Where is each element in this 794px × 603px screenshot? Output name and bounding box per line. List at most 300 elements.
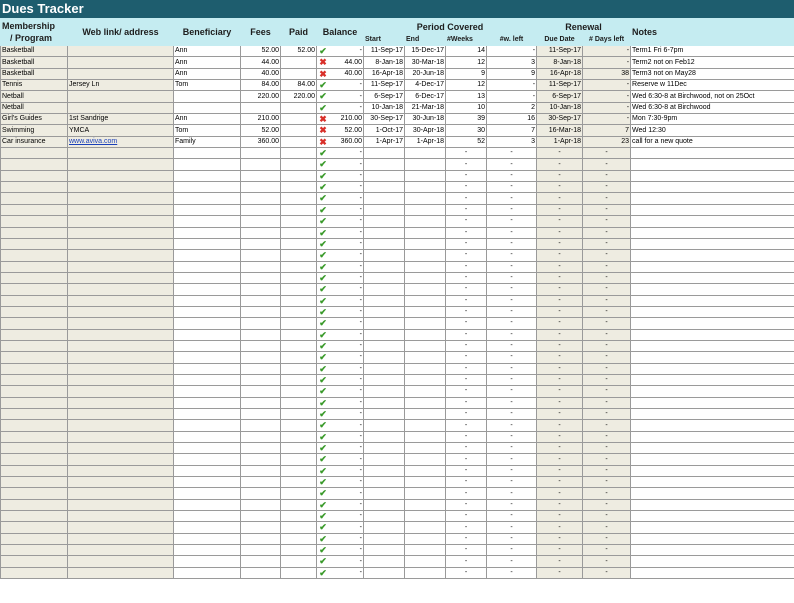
cell-fees[interactable] bbox=[241, 454, 281, 465]
cell-program[interactable] bbox=[1, 216, 68, 227]
cell-due-date[interactable]: - bbox=[537, 159, 583, 170]
cell-weeks-left[interactable]: - bbox=[487, 374, 537, 385]
cell-due-date[interactable]: - bbox=[537, 170, 583, 181]
cell-balance[interactable] bbox=[317, 136, 364, 147]
cell-notes[interactable] bbox=[631, 431, 794, 442]
cell-beneficiary[interactable] bbox=[174, 556, 241, 567]
cell-due-date[interactable]: 8-Jan-18 bbox=[537, 57, 583, 68]
cell-end[interactable] bbox=[405, 511, 446, 522]
cell-weeks-left[interactable]: - bbox=[487, 306, 537, 317]
cell-end[interactable] bbox=[405, 567, 446, 578]
cell-start[interactable] bbox=[364, 227, 405, 238]
cell-weeks[interactable]: - bbox=[446, 477, 487, 488]
cell-web[interactable] bbox=[68, 488, 174, 499]
cell-start[interactable] bbox=[364, 454, 405, 465]
cell-weeks[interactable]: - bbox=[446, 431, 487, 442]
cell-web[interactable] bbox=[68, 216, 174, 227]
cell-balance[interactable] bbox=[317, 170, 364, 181]
cell-weeks[interactable]: 39 bbox=[446, 114, 487, 125]
cell-beneficiary[interactable] bbox=[174, 318, 241, 329]
cell-program[interactable] bbox=[1, 295, 68, 306]
cell-balance[interactable] bbox=[317, 159, 364, 170]
cell-beneficiary[interactable] bbox=[174, 545, 241, 556]
cell-web[interactable] bbox=[68, 182, 174, 193]
cell-end[interactable] bbox=[405, 431, 446, 442]
cell-weeks-left[interactable]: - bbox=[487, 227, 537, 238]
cell-web[interactable] bbox=[68, 363, 174, 374]
cell-program[interactable] bbox=[1, 533, 68, 544]
cell-beneficiary[interactable]: Family bbox=[174, 136, 241, 147]
cell-start[interactable]: 6-Sep-17 bbox=[364, 91, 405, 102]
cell-notes[interactable] bbox=[631, 556, 794, 567]
cell-balance[interactable] bbox=[317, 363, 364, 374]
cell-fees[interactable] bbox=[241, 250, 281, 261]
cell-web[interactable] bbox=[68, 193, 174, 204]
cell-weeks[interactable]: - bbox=[446, 420, 487, 431]
cell-start[interactable] bbox=[364, 431, 405, 442]
cell-days-left[interactable]: 23 bbox=[583, 136, 631, 147]
cell-notes[interactable]: Wed 6:30-8 at Birchwood, not on 25Oct bbox=[631, 91, 794, 102]
cell-weeks[interactable]: 12 bbox=[446, 57, 487, 68]
cell-weeks[interactable]: - bbox=[446, 488, 487, 499]
cell-fees[interactable] bbox=[241, 148, 281, 159]
cell-balance[interactable] bbox=[317, 488, 364, 499]
cell-end[interactable] bbox=[405, 352, 446, 363]
cell-end[interactable] bbox=[405, 170, 446, 181]
cell-weeks-left[interactable]: - bbox=[487, 295, 537, 306]
cell-weeks[interactable]: - bbox=[446, 261, 487, 272]
cell-days-left[interactable]: - bbox=[583, 409, 631, 420]
cell-fees[interactable] bbox=[241, 533, 281, 544]
cell-web[interactable]: YMCA bbox=[68, 125, 174, 136]
cell-weeks-left[interactable]: - bbox=[487, 238, 537, 249]
cell-days-left[interactable]: - bbox=[583, 102, 631, 113]
cell-beneficiary[interactable] bbox=[174, 409, 241, 420]
cell-paid[interactable]: 84.00 bbox=[281, 80, 317, 91]
cell-end[interactable] bbox=[405, 465, 446, 476]
cell-program[interactable] bbox=[1, 340, 68, 351]
cell-end[interactable] bbox=[405, 533, 446, 544]
cell-web[interactable] bbox=[68, 46, 174, 57]
cell-weeks[interactable]: - bbox=[446, 386, 487, 397]
cell-beneficiary[interactable] bbox=[174, 567, 241, 578]
cell-weeks-left[interactable]: - bbox=[487, 420, 537, 431]
cell-weeks[interactable]: 52 bbox=[446, 136, 487, 147]
cell-start[interactable] bbox=[364, 352, 405, 363]
cell-paid[interactable] bbox=[281, 102, 317, 113]
cell-weeks[interactable]: - bbox=[446, 465, 487, 476]
cell-beneficiary[interactable] bbox=[174, 363, 241, 374]
cell-paid[interactable] bbox=[281, 284, 317, 295]
cell-notes[interactable] bbox=[631, 420, 794, 431]
cell-start[interactable]: 30-Sep-17 bbox=[364, 114, 405, 125]
cell-web[interactable]: Jersey Ln bbox=[68, 80, 174, 91]
cell-start[interactable] bbox=[364, 443, 405, 454]
cell-web[interactable] bbox=[68, 352, 174, 363]
cell-weeks-left[interactable]: - bbox=[487, 409, 537, 420]
cell-beneficiary[interactable] bbox=[174, 465, 241, 476]
cell-end[interactable]: 30-Jun-18 bbox=[405, 114, 446, 125]
cell-beneficiary[interactable] bbox=[174, 250, 241, 261]
cell-due-date[interactable]: - bbox=[537, 386, 583, 397]
cell-end[interactable]: 4-Dec-17 bbox=[405, 80, 446, 91]
cell-due-date[interactable]: 1-Apr-18 bbox=[537, 136, 583, 147]
cell-start[interactable] bbox=[364, 204, 405, 215]
cell-notes[interactable] bbox=[631, 522, 794, 533]
cell-balance[interactable] bbox=[317, 91, 364, 102]
cell-due-date[interactable]: - bbox=[537, 352, 583, 363]
cell-weeks-left[interactable]: - bbox=[487, 363, 537, 374]
cell-fees[interactable] bbox=[241, 567, 281, 578]
cell-program[interactable] bbox=[1, 250, 68, 261]
cell-days-left[interactable]: - bbox=[583, 216, 631, 227]
cell-notes[interactable] bbox=[631, 545, 794, 556]
cell-weeks[interactable]: - bbox=[446, 170, 487, 181]
cell-weeks[interactable]: 10 bbox=[446, 102, 487, 113]
cell-program[interactable] bbox=[1, 499, 68, 510]
cell-due-date[interactable]: - bbox=[537, 306, 583, 317]
cell-end[interactable] bbox=[405, 204, 446, 215]
cell-web[interactable] bbox=[68, 272, 174, 283]
cell-days-left[interactable]: - bbox=[583, 284, 631, 295]
cell-days-left[interactable]: - bbox=[583, 182, 631, 193]
cell-weeks[interactable]: - bbox=[446, 318, 487, 329]
cell-weeks-left[interactable]: - bbox=[487, 159, 537, 170]
cell-end[interactable]: 20-Jun-18 bbox=[405, 68, 446, 79]
cell-weeks[interactable]: - bbox=[446, 340, 487, 351]
cell-paid[interactable] bbox=[281, 57, 317, 68]
cell-due-date[interactable]: - bbox=[537, 443, 583, 454]
cell-balance[interactable] bbox=[317, 386, 364, 397]
cell-days-left[interactable]: - bbox=[583, 306, 631, 317]
cell-paid[interactable] bbox=[281, 374, 317, 385]
cell-fees[interactable] bbox=[241, 329, 281, 340]
cell-paid[interactable] bbox=[281, 159, 317, 170]
cell-weeks[interactable]: - bbox=[446, 204, 487, 215]
cell-program[interactable] bbox=[1, 454, 68, 465]
cell-beneficiary[interactable] bbox=[174, 488, 241, 499]
cell-paid[interactable] bbox=[281, 193, 317, 204]
cell-due-date[interactable]: 11-Sep-17 bbox=[537, 80, 583, 91]
cell-end[interactable] bbox=[405, 284, 446, 295]
cell-weeks-left[interactable]: - bbox=[487, 148, 537, 159]
cell-web[interactable] bbox=[68, 386, 174, 397]
cell-weeks-left[interactable]: - bbox=[487, 522, 537, 533]
cell-balance[interactable] bbox=[317, 284, 364, 295]
cell-weeks-left[interactable]: - bbox=[487, 340, 537, 351]
cell-end[interactable] bbox=[405, 374, 446, 385]
cell-days-left[interactable]: - bbox=[583, 329, 631, 340]
cell-notes[interactable] bbox=[631, 340, 794, 351]
cell-fees[interactable] bbox=[241, 318, 281, 329]
cell-due-date[interactable]: - bbox=[537, 567, 583, 578]
cell-due-date[interactable]: 30-Sep-17 bbox=[537, 114, 583, 125]
cell-notes[interactable] bbox=[631, 216, 794, 227]
cell-program[interactable]: Swimming bbox=[1, 125, 68, 136]
cell-end[interactable] bbox=[405, 261, 446, 272]
cell-weeks[interactable]: - bbox=[446, 352, 487, 363]
cell-due-date[interactable]: 6-Sep-17 bbox=[537, 91, 583, 102]
cell-balance[interactable] bbox=[317, 499, 364, 510]
cell-weeks[interactable]: - bbox=[446, 148, 487, 159]
cell-program[interactable] bbox=[1, 363, 68, 374]
cell-days-left[interactable]: - bbox=[583, 261, 631, 272]
cell-end[interactable] bbox=[405, 477, 446, 488]
cell-paid[interactable] bbox=[281, 511, 317, 522]
cell-end[interactable]: 6-Dec-17 bbox=[405, 91, 446, 102]
cell-web[interactable] bbox=[68, 477, 174, 488]
cell-balance[interactable] bbox=[317, 522, 364, 533]
cell-end[interactable] bbox=[405, 250, 446, 261]
cell-start[interactable] bbox=[364, 272, 405, 283]
cell-beneficiary[interactable] bbox=[174, 420, 241, 431]
cell-due-date[interactable]: - bbox=[537, 522, 583, 533]
cell-fees[interactable]: 220.00 bbox=[241, 91, 281, 102]
cell-web[interactable] bbox=[68, 522, 174, 533]
cell-weeks-left[interactable]: - bbox=[487, 454, 537, 465]
cell-web[interactable] bbox=[68, 238, 174, 249]
cell-paid[interactable] bbox=[281, 250, 317, 261]
cell-notes[interactable]: Reserve w 11Dec bbox=[631, 80, 794, 91]
cell-web[interactable] bbox=[68, 340, 174, 351]
cell-paid[interactable] bbox=[281, 522, 317, 533]
cell-beneficiary[interactable] bbox=[174, 91, 241, 102]
cell-balance[interactable] bbox=[317, 477, 364, 488]
cell-paid[interactable] bbox=[281, 340, 317, 351]
cell-paid[interactable] bbox=[281, 545, 317, 556]
cell-start[interactable] bbox=[364, 193, 405, 204]
cell-web[interactable] bbox=[68, 148, 174, 159]
cell-beneficiary[interactable] bbox=[174, 329, 241, 340]
cell-end[interactable] bbox=[405, 272, 446, 283]
cell-fees[interactable] bbox=[241, 261, 281, 272]
cell-program[interactable] bbox=[1, 374, 68, 385]
cell-fees[interactable]: 52.00 bbox=[241, 46, 281, 57]
cell-due-date[interactable]: - bbox=[537, 374, 583, 385]
cell-notes[interactable] bbox=[631, 295, 794, 306]
cell-balance[interactable] bbox=[317, 125, 364, 136]
cell-end[interactable] bbox=[405, 443, 446, 454]
cell-paid[interactable] bbox=[281, 68, 317, 79]
cell-paid[interactable] bbox=[281, 420, 317, 431]
cell-days-left[interactable]: - bbox=[583, 420, 631, 431]
cell-days-left[interactable]: - bbox=[583, 193, 631, 204]
cell-due-date[interactable]: - bbox=[537, 499, 583, 510]
cell-days-left[interactable]: - bbox=[583, 295, 631, 306]
cell-start[interactable] bbox=[364, 216, 405, 227]
cell-weeks[interactable]: - bbox=[446, 511, 487, 522]
cell-end[interactable] bbox=[405, 522, 446, 533]
cell-beneficiary[interactable] bbox=[174, 216, 241, 227]
cell-weeks-left[interactable]: - bbox=[487, 511, 537, 522]
cell-weeks[interactable]: - bbox=[446, 443, 487, 454]
cell-days-left[interactable]: - bbox=[583, 204, 631, 215]
cell-fees[interactable] bbox=[241, 431, 281, 442]
cell-start[interactable] bbox=[364, 477, 405, 488]
cell-weeks-left[interactable]: - bbox=[487, 465, 537, 476]
cell-weeks-left[interactable]: - bbox=[487, 216, 537, 227]
cell-end[interactable] bbox=[405, 499, 446, 510]
cell-weeks-left[interactable]: - bbox=[487, 352, 537, 363]
cell-weeks-left[interactable]: - bbox=[487, 556, 537, 567]
cell-end[interactable]: 1-Apr-18 bbox=[405, 136, 446, 147]
cell-web[interactable] bbox=[68, 204, 174, 215]
cell-balance[interactable] bbox=[317, 148, 364, 159]
cell-weeks[interactable]: - bbox=[446, 409, 487, 420]
cell-fees[interactable]: 360.00 bbox=[241, 136, 281, 147]
cell-due-date[interactable]: - bbox=[537, 363, 583, 374]
cell-program[interactable] bbox=[1, 431, 68, 442]
cell-notes[interactable]: Mon 7:30-9pm bbox=[631, 114, 794, 125]
cell-notes[interactable] bbox=[631, 250, 794, 261]
cell-balance[interactable] bbox=[317, 272, 364, 283]
cell-end[interactable] bbox=[405, 386, 446, 397]
cell-web[interactable] bbox=[68, 250, 174, 261]
cell-web[interactable] bbox=[68, 533, 174, 544]
cell-due-date[interactable]: - bbox=[537, 182, 583, 193]
cell-beneficiary[interactable]: Ann bbox=[174, 46, 241, 57]
cell-notes[interactable] bbox=[631, 363, 794, 374]
cell-days-left[interactable]: - bbox=[583, 397, 631, 408]
cell-notes[interactable] bbox=[631, 170, 794, 181]
cell-end[interactable] bbox=[405, 545, 446, 556]
cell-program[interactable] bbox=[1, 465, 68, 476]
cell-weeks[interactable]: 14 bbox=[446, 46, 487, 57]
cell-weeks[interactable]: 12 bbox=[446, 80, 487, 91]
cell-due-date[interactable]: - bbox=[537, 329, 583, 340]
cell-balance[interactable] bbox=[317, 261, 364, 272]
cell-beneficiary[interactable] bbox=[174, 499, 241, 510]
cell-end[interactable] bbox=[405, 216, 446, 227]
cell-start[interactable] bbox=[364, 182, 405, 193]
cell-notes[interactable] bbox=[631, 318, 794, 329]
cell-fees[interactable] bbox=[241, 409, 281, 420]
cell-beneficiary[interactable] bbox=[174, 148, 241, 159]
cell-program[interactable] bbox=[1, 306, 68, 317]
cell-balance[interactable] bbox=[317, 68, 364, 79]
cell-beneficiary[interactable] bbox=[174, 533, 241, 544]
cell-weeks[interactable]: - bbox=[446, 567, 487, 578]
cell-beneficiary[interactable] bbox=[174, 374, 241, 385]
cell-due-date[interactable]: - bbox=[537, 511, 583, 522]
cell-end[interactable] bbox=[405, 227, 446, 238]
cell-end[interactable]: 30-Apr-18 bbox=[405, 125, 446, 136]
cell-fees[interactable]: 40.00 bbox=[241, 68, 281, 79]
cell-fees[interactable] bbox=[241, 170, 281, 181]
cell-weeks-left[interactable]: - bbox=[487, 477, 537, 488]
cell-weeks[interactable]: - bbox=[446, 272, 487, 283]
cell-weeks-left[interactable]: - bbox=[487, 80, 537, 91]
cell-weeks-left[interactable]: - bbox=[487, 397, 537, 408]
cell-notes[interactable] bbox=[631, 374, 794, 385]
cell-beneficiary[interactable] bbox=[174, 340, 241, 351]
cell-end[interactable] bbox=[405, 306, 446, 317]
cell-balance[interactable] bbox=[317, 352, 364, 363]
cell-balance[interactable] bbox=[317, 102, 364, 113]
cell-weeks-left[interactable]: - bbox=[487, 329, 537, 340]
cell-beneficiary[interactable] bbox=[174, 159, 241, 170]
cell-fees[interactable]: 210.00 bbox=[241, 114, 281, 125]
cell-web[interactable] bbox=[68, 454, 174, 465]
cell-start[interactable] bbox=[364, 386, 405, 397]
cell-web[interactable] bbox=[68, 499, 174, 510]
cell-balance[interactable] bbox=[317, 533, 364, 544]
cell-fees[interactable] bbox=[241, 182, 281, 193]
cell-notes[interactable]: Term2 not on Feb12 bbox=[631, 57, 794, 68]
cell-start[interactable]: 1-Oct-17 bbox=[364, 125, 405, 136]
cell-days-left[interactable]: - bbox=[583, 567, 631, 578]
cell-weeks-left[interactable]: - bbox=[487, 443, 537, 454]
cell-weeks[interactable]: - bbox=[446, 250, 487, 261]
cell-days-left[interactable]: - bbox=[583, 46, 631, 57]
cell-due-date[interactable]: - bbox=[537, 431, 583, 442]
cell-notes[interactable] bbox=[631, 193, 794, 204]
cell-weeks-left[interactable]: - bbox=[487, 204, 537, 215]
cell-web[interactable] bbox=[68, 136, 174, 147]
cell-balance[interactable] bbox=[317, 204, 364, 215]
cell-program[interactable]: Car insurance bbox=[1, 136, 68, 147]
cell-start[interactable]: 1-Apr-17 bbox=[364, 136, 405, 147]
cell-due-date[interactable]: - bbox=[537, 272, 583, 283]
cell-program[interactable] bbox=[1, 420, 68, 431]
cell-paid[interactable] bbox=[281, 272, 317, 283]
cell-days-left[interactable]: - bbox=[583, 522, 631, 533]
cell-web[interactable] bbox=[68, 284, 174, 295]
cell-end[interactable]: 30-Mar-18 bbox=[405, 57, 446, 68]
cell-notes[interactable] bbox=[631, 499, 794, 510]
cell-beneficiary[interactable] bbox=[174, 477, 241, 488]
cell-web[interactable] bbox=[68, 295, 174, 306]
cell-web[interactable] bbox=[68, 511, 174, 522]
cell-weeks-left[interactable]: - bbox=[487, 91, 537, 102]
cell-web[interactable] bbox=[68, 465, 174, 476]
cell-notes[interactable] bbox=[631, 443, 794, 454]
cell-web[interactable] bbox=[68, 329, 174, 340]
cell-web[interactable] bbox=[68, 261, 174, 272]
cell-beneficiary[interactable]: Ann bbox=[174, 114, 241, 125]
cell-due-date[interactable]: 10-Jan-18 bbox=[537, 102, 583, 113]
cell-end[interactable]: 15-Dec-17 bbox=[405, 46, 446, 57]
cell-notes[interactable]: Wed 12:30 bbox=[631, 125, 794, 136]
cell-notes[interactable] bbox=[631, 465, 794, 476]
cell-balance[interactable] bbox=[317, 46, 364, 57]
cell-fees[interactable] bbox=[241, 386, 281, 397]
cell-due-date[interactable]: - bbox=[537, 454, 583, 465]
cell-program[interactable] bbox=[1, 443, 68, 454]
cell-fees[interactable] bbox=[241, 499, 281, 510]
cell-weeks[interactable]: - bbox=[446, 306, 487, 317]
cell-balance[interactable] bbox=[317, 340, 364, 351]
cell-program[interactable] bbox=[1, 238, 68, 249]
cell-days-left[interactable]: - bbox=[583, 340, 631, 351]
cell-weeks-left[interactable]: 16 bbox=[487, 114, 537, 125]
cell-due-date[interactable]: - bbox=[537, 556, 583, 567]
cell-weeks-left[interactable]: 2 bbox=[487, 102, 537, 113]
cell-fees[interactable] bbox=[241, 397, 281, 408]
cell-weeks-left[interactable]: - bbox=[487, 545, 537, 556]
cell-weeks[interactable]: - bbox=[446, 295, 487, 306]
cell-program[interactable] bbox=[1, 193, 68, 204]
cell-fees[interactable] bbox=[241, 352, 281, 363]
cell-program[interactable] bbox=[1, 477, 68, 488]
cell-weeks[interactable]: 9 bbox=[446, 68, 487, 79]
cell-weeks[interactable]: 30 bbox=[446, 125, 487, 136]
cell-notes[interactable] bbox=[631, 227, 794, 238]
cell-paid[interactable] bbox=[281, 465, 317, 476]
cell-web[interactable] bbox=[68, 91, 174, 102]
cell-weeks-left[interactable]: - bbox=[487, 250, 537, 261]
cell-program[interactable] bbox=[1, 182, 68, 193]
